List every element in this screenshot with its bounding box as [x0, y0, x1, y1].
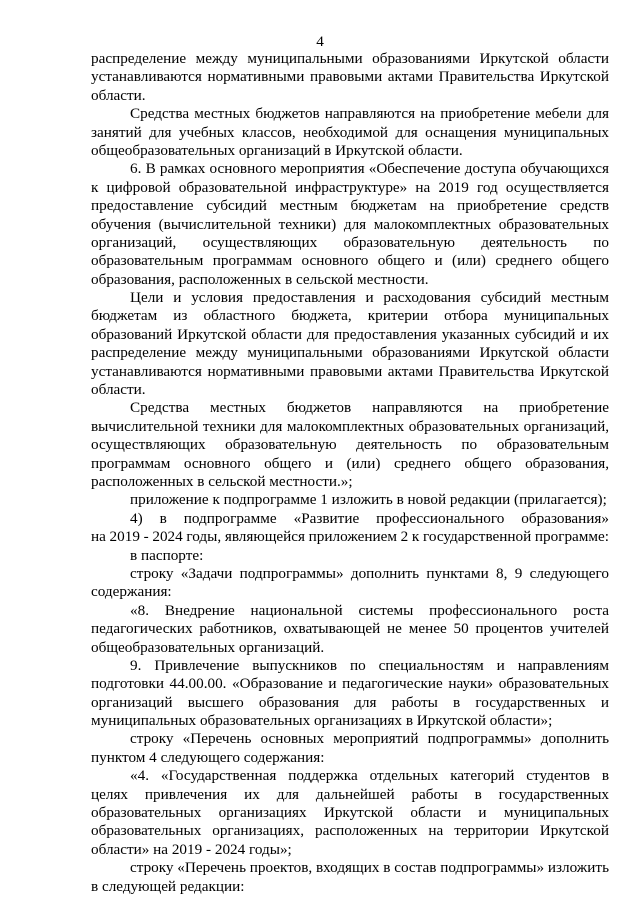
text-line: обучения (вычислительной техники) для малокомплектных образовательных	[91, 215, 609, 233]
text-line: подготовки 44.00.00. «Образование и педагогические науки» образовательных	[91, 675, 609, 693]
text-line: строку «Задачи подпрограммы» дополнить пунктами 8, 9 следующего	[130, 564, 609, 582]
text-line: образований Иркутской области для предоставления указанных субсидий и их	[91, 325, 609, 343]
text-line: Средства местных бюджетов направляются на приобретение	[130, 399, 609, 417]
text-line: вычислительной техники для малокомплектных образовательных организаций,	[91, 417, 609, 435]
text-line: педагогических работников, охватывающей не менее 50 процентов учителей	[91, 620, 609, 638]
text-line: образовательных организациях Иркутской области и муниципальных	[91, 804, 609, 822]
text-line: распределение между муниципальными образованиями Иркутской области	[91, 50, 609, 67]
text-line: бюджетам из областного бюджета, критерии отбора муниципальных	[91, 307, 609, 325]
text-line: осуществляющих образовательную деятельность по образовательным	[91, 436, 609, 454]
text-line: Цели и условия предоставления и расходования субсидий местным	[130, 289, 609, 307]
text-line: общеобразовательных организаций в Иркутской области.	[91, 141, 463, 159]
text-line: области» на 2019 - 2024 годы»;	[91, 840, 292, 858]
text-line: образования, расположенных в сельской местности.	[91, 270, 429, 288]
text-line: общеобразовательных организаций.	[91, 638, 325, 656]
text-line: устанавливаются нормативными правовыми актами Правительства Иркутской	[91, 362, 609, 380]
text-line: пунктом 4 следующего содержания:	[91, 748, 325, 766]
page-number: 4	[316, 33, 324, 50]
text-line: строку «Перечень основных мероприятий подпрограммы» дополнить	[130, 730, 609, 748]
text-line: целях привлечения их для дальнейшей работы в государственных	[91, 785, 609, 803]
text-line: распределение между муниципальными образованиями Иркутской области	[91, 344, 609, 362]
text-line: «8. Внедрение национальной системы профессионального роста	[130, 601, 609, 619]
text-line: 4) в подпрограмме «Развитие профессионального образования»	[130, 509, 609, 527]
text-line: образовательных организациях, расположенных на территории Иркутской	[91, 822, 609, 840]
text-line: содержания:	[91, 583, 172, 601]
text-line: в следующей редакции:	[91, 877, 245, 895]
text-line: к цифровой образовательной инфраструктуре» на 2019 год осуществляется	[91, 178, 609, 196]
text-line: на 2019 - 2024 годы, являющейся приложением 2 к государственной программе:	[91, 528, 609, 546]
text-line: устанавливаются нормативными правовыми актами Правительства Иркутской	[91, 68, 609, 86]
text-line: образовательным программам основного общего и (или) среднего общего	[91, 252, 609, 270]
text-line: 9. Привлечение выпускников по специальностям и направлениям	[130, 656, 609, 674]
text-line: программам основного общего и (или) среднего общего образования,	[91, 454, 609, 472]
text-line: области.	[91, 86, 146, 104]
text-line: Средства местных бюджетов направляются на приобретение мебели для	[130, 105, 609, 123]
text-line: «4. «Государственная поддержка отдельных категорий студентов в	[130, 767, 609, 785]
text-line: организаций, осуществляющих образовательную деятельность по	[91, 233, 609, 251]
text-line: расположенных в сельской местности.»;	[91, 472, 353, 490]
text-line: предоставление субсидий местным бюджетам на приобретение средств	[91, 197, 609, 215]
text-line: занятий для учебных классов, необходимой для оснащения муниципальных	[91, 123, 609, 141]
text-line: в паспорте:	[130, 546, 204, 564]
text-line: приложение к подпрограмме 1 изложить в новой редакции (прилагается);	[130, 491, 607, 509]
text-line: муниципальных образовательных организациях в Иркутской области»;	[91, 712, 553, 730]
text-line: организаций высшего образования для работы в государственных и	[91, 693, 609, 711]
text-line: 6. В рамках основного мероприятия «Обеспечение доступа обучающихся	[130, 160, 609, 178]
text-line: области.	[91, 381, 146, 399]
document-body	[91, 50, 609, 896]
text-line: строку «Перечень проектов, входящих в состав подпрограммы» изложить	[130, 859, 609, 877]
